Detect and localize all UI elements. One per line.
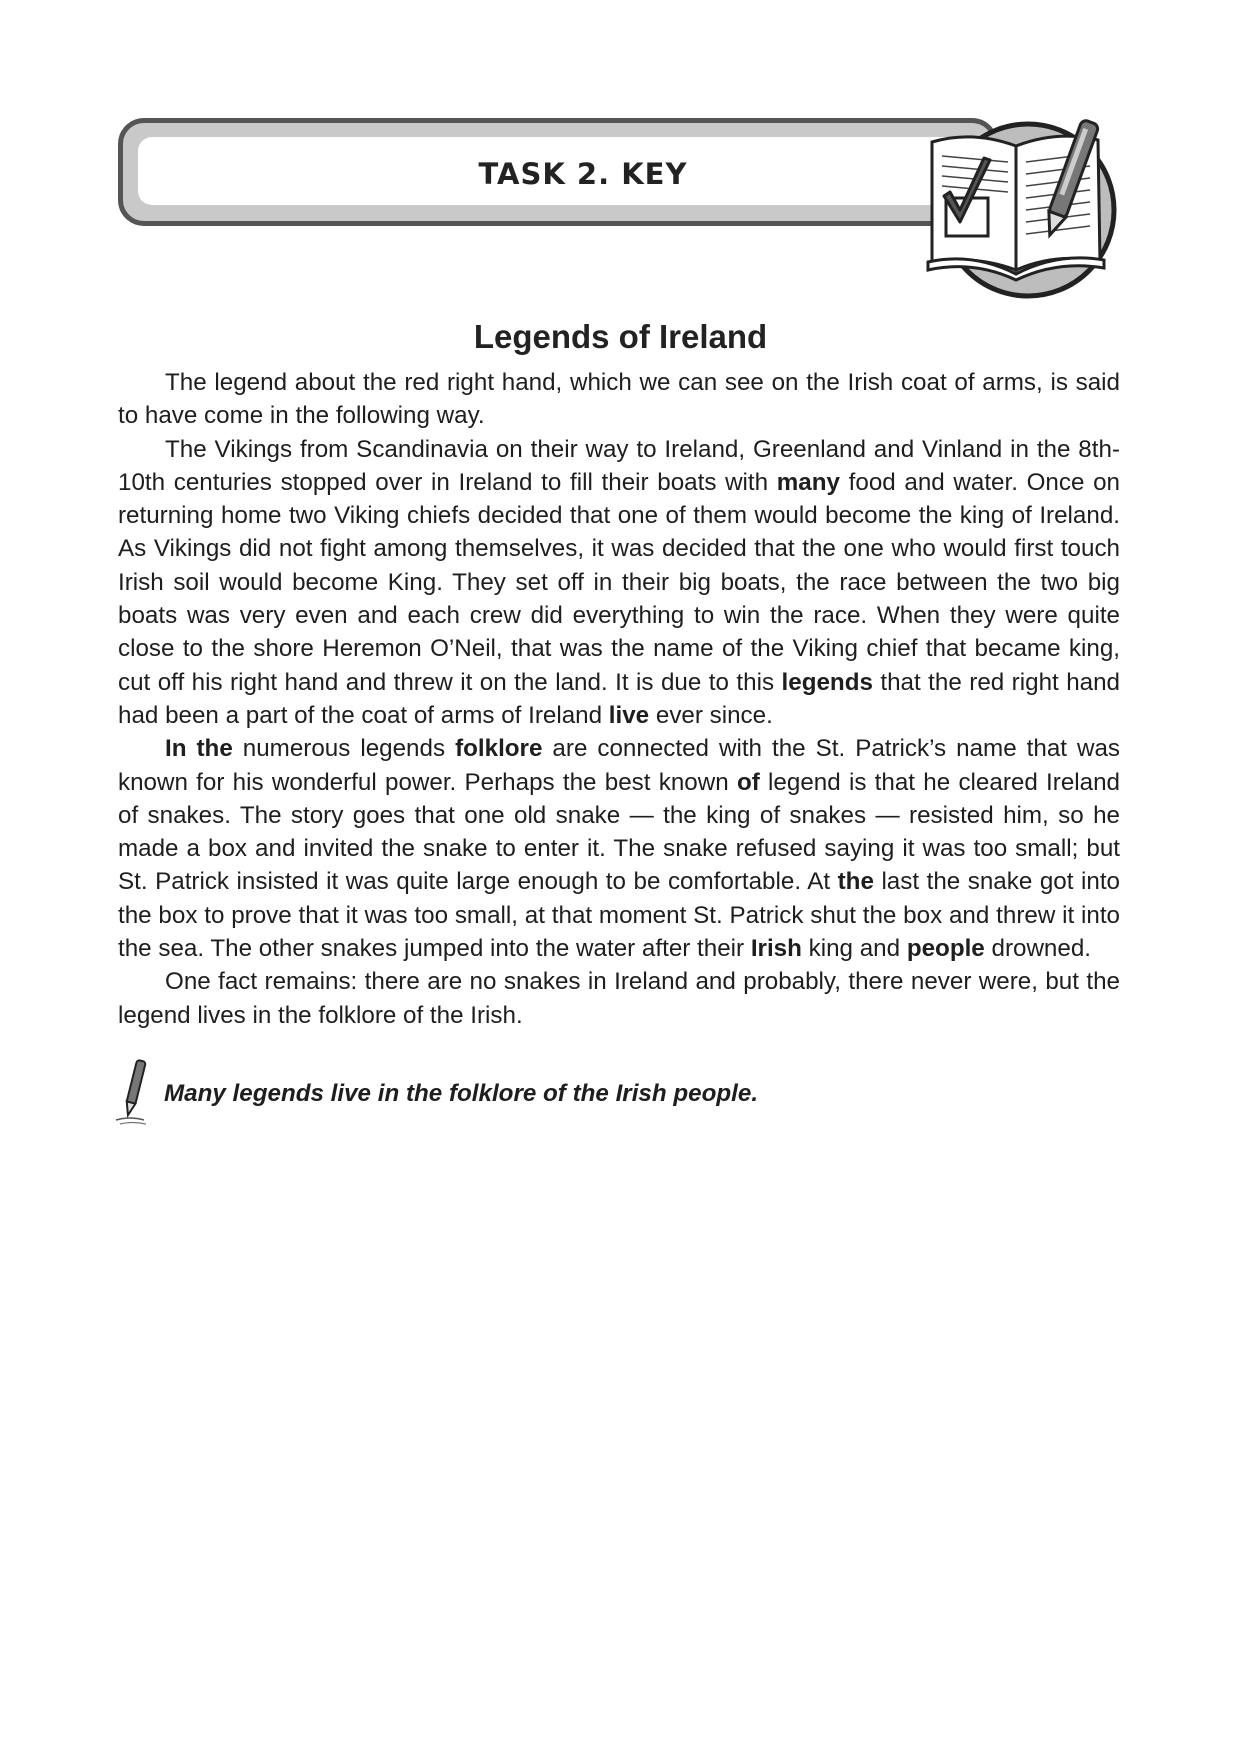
key-answer-word: many <box>776 468 840 496</box>
article-paragraph <box>118 433 1120 733</box>
paragraph-text: The Vikings from Scandinavia on their way to Ireland, Greenland and Vinland in the 8th-10th centuries stopped over in Ireland to fill their boats with <box>118 435 1120 496</box>
paragraph-text: food and water. Once on returning home two Viking chiefs decided that one of them would become the king of Ireland. As Vikings did not fight among themselves, it was decided that the one who would first touch Irish soil would become King. They set off in their big boats, the race between the two big boats was very even and each crew did everything to win the race. When they were quite close to the shore Heremon O’Neil, that was the name of the Viking chief that became king, cut off his right hand and threw it on the land. It is due to this <box>118 468 1121 696</box>
article-paragraph <box>118 366 1120 433</box>
key-answer-word: folklore <box>455 735 543 763</box>
paragraph-text: The legend about the red right hand, which we can see on the Irish coat of arms, is said to have come in the following way. <box>118 369 1120 430</box>
article-title: Legends of Ireland <box>473 318 768 355</box>
header-banner <box>118 118 1008 230</box>
paragraph-text: ever since. <box>649 701 773 729</box>
article-body <box>118 366 1120 1032</box>
key-answer-word: live <box>608 701 650 729</box>
paragraph-text: One fact remains: there are no snakes in Ireland and probably, there never were, but the legend lives in the folklore of the Irish. <box>118 968 1120 1029</box>
answer-sentence: Many legends live in the folklore of the Irish people. <box>164 1080 759 1107</box>
open-book-icon <box>918 112 1130 308</box>
pen-icon <box>114 1058 154 1128</box>
key-answer-word: people <box>906 935 985 963</box>
paragraph-text: numerous legends <box>232 735 456 763</box>
article-paragraph <box>118 732 1120 965</box>
paragraph-text: last the snake got into the box to prove that it was too small, at that moment St. Patrick shut the box and threw it into the sea. The other snakes jumped into the water after their <box>118 868 1120 963</box>
key-answer-word: Irish <box>750 935 802 963</box>
key-answer-word: of <box>736 768 760 796</box>
paragraph-text: are connected with the St. Patrick’s name that was known for his wonderful power. Perhaps the best known <box>118 735 1120 796</box>
key-answer-word: the <box>837 868 874 896</box>
paragraph-text: drowned. <box>984 935 1091 963</box>
answer-row <box>114 1058 1114 1128</box>
paragraph-text: that the red right hand had been a part of the coat of arms of Ireland <box>118 668 1121 729</box>
article-paragraph <box>118 965 1120 1032</box>
page-title: TASK 2. KEY <box>478 157 688 191</box>
key-answer-word: In the <box>165 735 233 763</box>
key-answer-word: legends <box>781 668 873 696</box>
paragraph-text: legend is that he cleared Ireland of snakes. The story goes that one old snake — the king of snakes — resisted him, so he made a box and invited the snake to enter it. The snake refused saying it was too small; but St. Patrick insisted it was quite large enough to be comfortable. At <box>118 768 1120 896</box>
paragraph-text: king and <box>801 935 907 963</box>
